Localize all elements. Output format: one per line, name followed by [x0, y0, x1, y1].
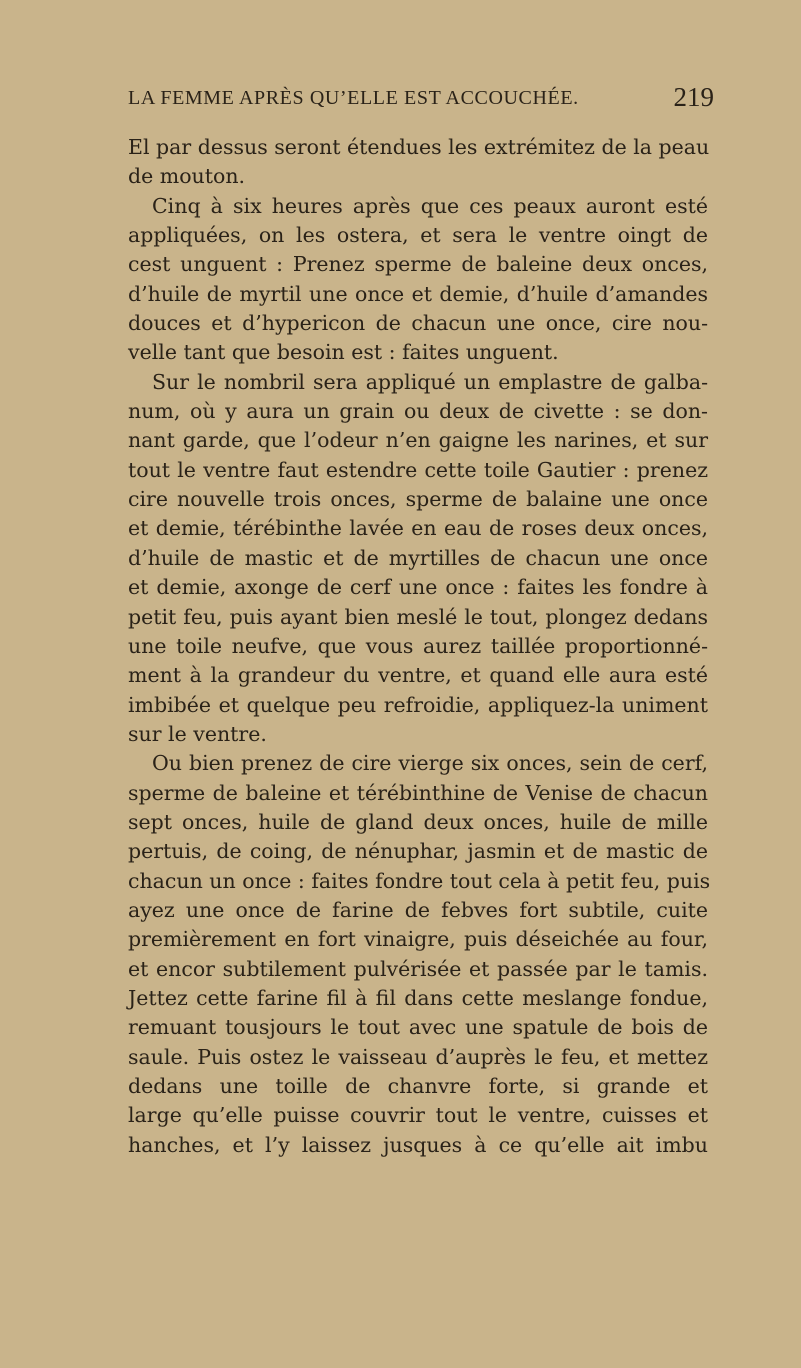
text-line: Ou bien prenez de cire vierge six onces, sein de cerf,: [152, 751, 708, 776]
text-line: chacun un once : faites fondre tout cela à petit feu, puis: [128, 868, 711, 893]
text-line: Sur le nombril sera appliqué un emplastre de galba-: [152, 369, 708, 394]
text-line: cest unguent : Prenez sperme de baleine deux onces,: [128, 252, 708, 277]
page-number: 219: [673, 82, 714, 112]
text-line: une toile neufve, que vous aurez taillée proportionné-: [128, 633, 708, 658]
text-line: remuant tousjours le tout avec une spatule de bois de: [128, 1015, 708, 1040]
text-line: tout le ventre faut estendre cette toile Gautier : prenez: [128, 457, 708, 482]
text-line: sept onces, huile de gland deux onces, huile de mille: [128, 809, 708, 834]
text-line: cire nouvelle trois onces, sperme de balaine une once: [128, 487, 708, 512]
text-line: et demie, axonge de cerf une once : faites les fondre à: [128, 575, 708, 600]
body-text: [128, 133, 711, 1160]
text-line: d’huile de mastic et de myrtilles de chacun une once: [128, 545, 708, 570]
text-line: sur le ventre.: [128, 721, 267, 746]
text-line: Cinq à six heures après que ces peaux auront esté: [152, 193, 708, 218]
text-line: douces et d’hypericon de chacun une once, cire nou-: [128, 311, 708, 336]
text-line: velle tant que besoin est : faites unguent.: [128, 340, 559, 365]
text-line: et encor subtilement pulvérisée et passée par le tamis.: [128, 956, 708, 981]
text-line: ment à la grandeur du ventre, et quand elle aura esté: [128, 663, 708, 688]
text-line: num, où y aura un grain ou deux de civette : se don-: [128, 399, 708, 424]
text-line: sperme de baleine et térébinthine de Venise de chacun: [128, 780, 708, 805]
text-line: nant garde, que l’odeur n’en gaigne les narines, et sur: [128, 428, 708, 453]
text-line: El par dessus seront étendues les extrémitez de la peau: [128, 135, 710, 159]
text-line: imbibée et quelque peu refroidie, appliquez-la uniment: [128, 692, 708, 717]
text-line: et demie, térébinthe lavée en eau de roses deux onces,: [128, 516, 708, 541]
text-line: dedans une toille de chanvre forte, si grande et: [128, 1074, 708, 1098]
text-line: saule. Puis ostez le vaisseau d’auprès le feu, et mettez: [128, 1044, 708, 1069]
running-title: LA FEMME APRÈS QU’ELLE EST ACCOUCHÉE.: [128, 87, 579, 109]
text-line: appliquées, on les ostera, et sera le ventre oingt de: [128, 223, 708, 248]
text-line: ayez une once de farine de febves fort subtile, cuite: [128, 897, 708, 922]
text-line: Jettez cette farine fil à fil dans cette meslange fondue,: [128, 985, 708, 1010]
text-line: petit feu, puis ayant bien meslé le tout, plongez dedans: [128, 604, 708, 629]
text-line: premièrement en fort vinaigre, puis déseichée au four,: [128, 927, 708, 952]
text-line: de mouton.: [128, 164, 246, 189]
text-line: large qu’elle puisse couvrir tout le ventre, cuisses et: [128, 1103, 708, 1128]
running-head: [128, 82, 718, 116]
text-line: hanches, et l’y laissez jusques à ce qu’elle ait imbu: [128, 1132, 708, 1157]
text-line: pertuis, de coing, de nénuphar, jasmin et de mastic de: [128, 839, 708, 864]
text-line: d’huile de myrtil une once et demie, d’huile d’amandes: [128, 281, 708, 306]
